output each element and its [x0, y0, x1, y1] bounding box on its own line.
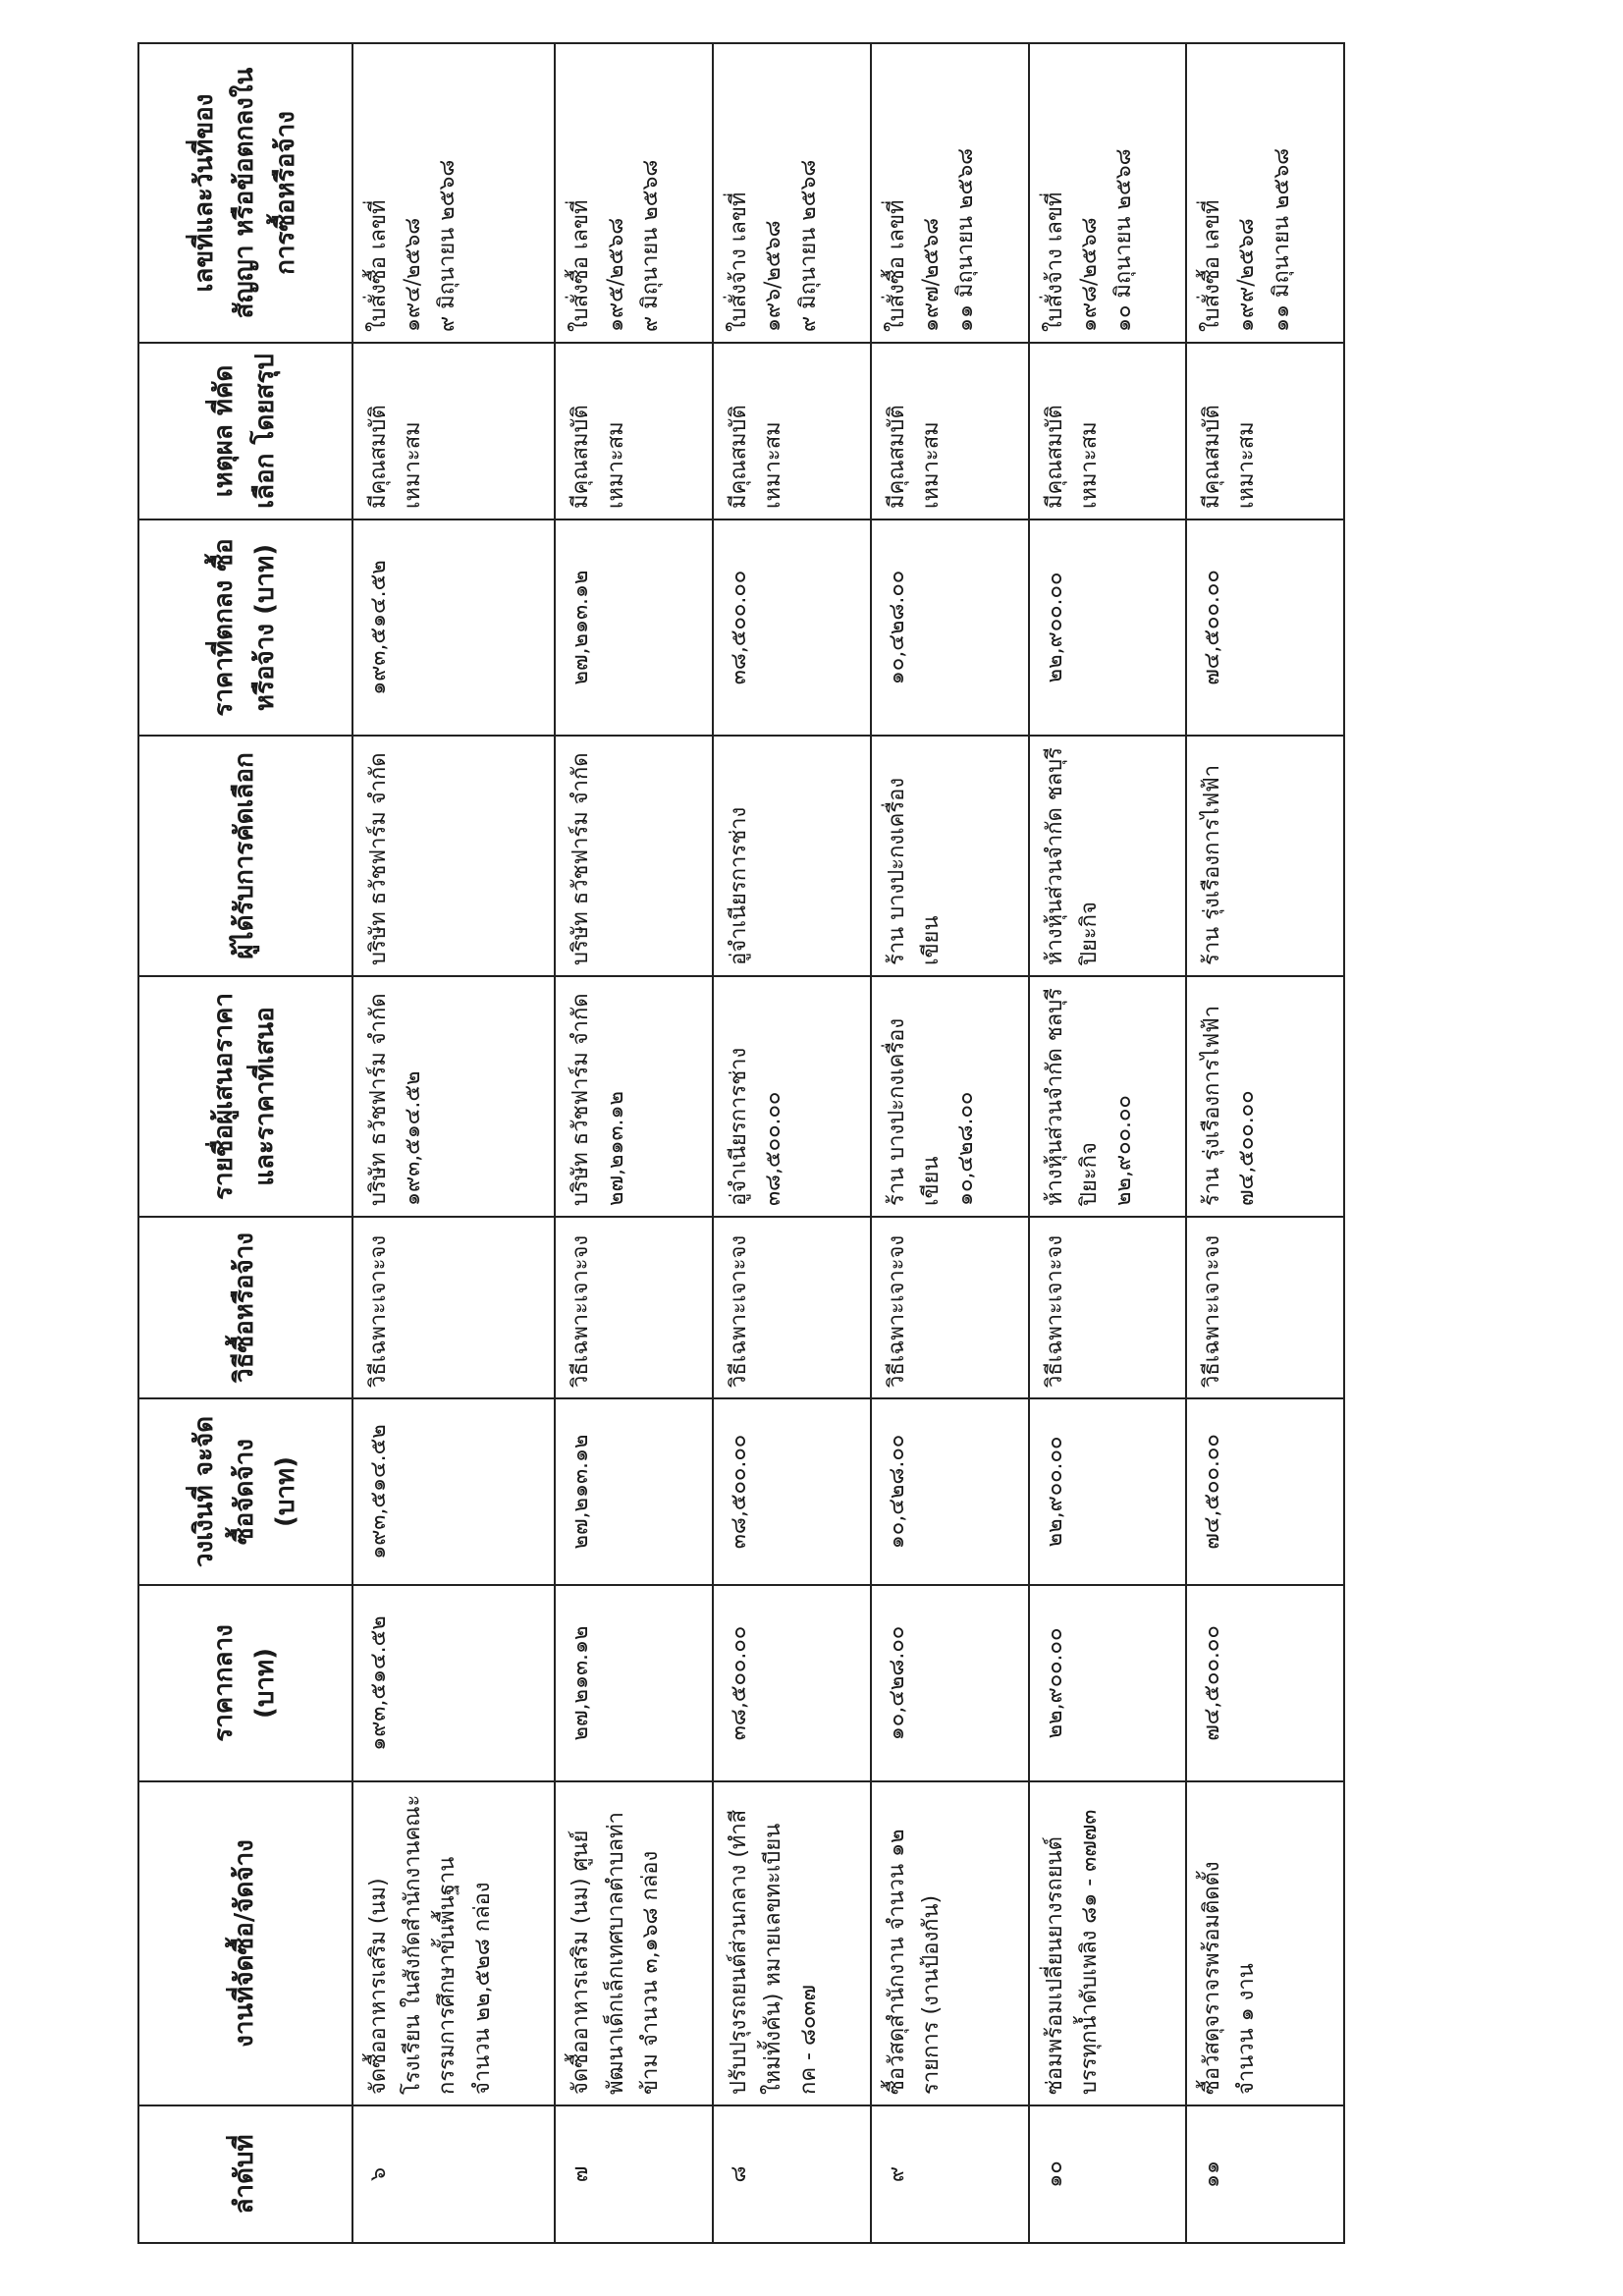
- header-budget: วงเงินที่ จะจัดซื้อจัดจ้าง (บาท): [138, 1398, 352, 1585]
- cell-item: [713, 1781, 871, 2105]
- agreed-price: ๓๘,๕๐๐.๐๐: [727, 570, 752, 685]
- procurement-table: [137, 42, 1345, 2244]
- cell-budget: [713, 1398, 871, 1585]
- item-description: ซื้อวัสดุจราจรพร้อมติดตั้ง จำนวน ๑ งาน: [1200, 1861, 1260, 2095]
- cell-winner: [871, 736, 1029, 976]
- budget-amount: ๑๐,๔๒๘.๐๐: [884, 1434, 909, 1550]
- table-header-row: [138, 43, 352, 2243]
- row-number: ๑๑: [1200, 2160, 1225, 2188]
- contract-date: ๙ มิถุนายน ๒๕๖๘: [637, 159, 663, 332]
- header-winner: ผู้ได้รับการคัดเลือก: [138, 736, 352, 976]
- budget-amount: ๓๘,๕๐๐.๐๐: [727, 1434, 752, 1550]
- contract-number: ๑๙๘/๒๕๖๘: [1076, 217, 1102, 332]
- header-agreed-price: ราคาที่ตกลง ซื้อหรือจ้าง (บาท): [138, 519, 352, 736]
- bidder-name: ห้างหุ้นส่วนจำกัด ชลบุรีปิยะกิจ: [1042, 988, 1102, 1206]
- selection-reason: มีคุณสมบัติเหมาะสม: [727, 405, 786, 509]
- cell-no: [871, 2105, 1029, 2243]
- winner-name: บริษัท ธวัชฟาร์ม จำกัด: [568, 752, 594, 965]
- contract-title: ใบสั่งจ้าง เลขที่: [727, 191, 752, 332]
- cell-bidders: [555, 976, 713, 1217]
- selection-reason: มีคุณสมบัติเหมาะสม: [884, 405, 945, 509]
- procurement-method: วิธีเฉพาะเจาะจง: [366, 1234, 391, 1388]
- cell-no: [1186, 2105, 1344, 2243]
- header-contract: เลขที่และวันที่ของ สัญญา หรือข้อตกลงใน การซื้อหรือจ้าง: [138, 43, 352, 343]
- bidder-price: ๗๔,๕๐๐.๐๐: [1234, 1090, 1260, 1206]
- selection-reason: มีคุณสมบัติเหมาะสม: [1200, 405, 1260, 509]
- table-row: [352, 43, 555, 2243]
- cell-winner: [352, 736, 555, 976]
- procurement-method: วิธีเฉพาะเจาะจง: [1042, 1234, 1067, 1388]
- cell-reason: [1029, 343, 1187, 519]
- cell-agreed: [871, 519, 1029, 736]
- median-price: ๑๙๓,๕๑๔.๕๒: [366, 1615, 391, 1751]
- item-description: ปรับปรุงรถยนต์ส่วนกลาง (ทำสีใหม่ทั้งคัน) หมายเลขทะเบียน กค - ๘๐๓๗: [727, 1809, 821, 2095]
- item-description: จัดซื้ออาหารเสริม (นม) โรงเรียน ในสังกัดสำนักงานคณะกรรมการศึกษาขั้นพื้นฐาน จำนวน ๒๒,๕๒๘ กล่อง: [366, 1794, 495, 2095]
- agreed-price: ๗๔,๕๐๐.๐๐: [1200, 570, 1225, 685]
- bidder-price: ๑๙๓,๕๑๔.๕๒: [401, 1070, 426, 1206]
- agreed-price: ๑๐,๔๒๘.๐๐: [884, 570, 909, 685]
- contract-number: ๑๙๔/๒๕๖๘: [401, 217, 426, 332]
- cell-contract: [352, 43, 555, 343]
- cell-bidders: [1186, 976, 1344, 1217]
- median-price: ๒๗,๒๑๓.๑๒: [568, 1625, 594, 1741]
- contract-title: ใบสั่งซื้อ เลขที่: [568, 199, 594, 332]
- contract-title: ใบสั่งซื้อ เลขที่: [884, 199, 909, 332]
- contract-number: ๑๙๙/๒๕๖๘: [1234, 218, 1260, 332]
- cell-contract: [1186, 43, 1344, 343]
- median-price: ๑๐,๔๒๘.๐๐: [884, 1625, 909, 1741]
- selection-reason: มีคุณสมบัติเหมาะสม: [366, 405, 426, 509]
- cell-winner: [713, 736, 871, 976]
- header-no: ลำดับที่: [138, 2105, 352, 2243]
- procurement-method: วิธีเฉพาะเจาะจง: [884, 1234, 909, 1388]
- cell-method: [555, 1217, 713, 1398]
- cell-contract: [555, 43, 713, 343]
- row-number: ๑๐: [1042, 2160, 1067, 2188]
- contract-date: ๑๐ มิถุนายน ๒๕๖๘: [1110, 148, 1136, 332]
- budget-amount: ๑๙๓,๕๑๔.๕๒: [366, 1424, 391, 1559]
- budget-amount: ๒๗,๒๑๓.๑๒: [568, 1434, 594, 1550]
- cell-budget: [555, 1398, 713, 1585]
- contract-date: ๙ มิถุนายน ๒๕๖๘: [795, 159, 821, 332]
- cell-method: [1029, 1217, 1187, 1398]
- cell-median: [555, 1585, 713, 1781]
- contract-date: ๙ มิถุนายน ๒๕๖๘: [435, 159, 460, 332]
- table-row: [1029, 43, 1187, 2243]
- cell-contract: [713, 43, 871, 343]
- contract-title: ใบสั่งซื้อ เลขที่: [1200, 199, 1225, 332]
- cell-agreed: [713, 519, 871, 736]
- cell-contract: [1029, 43, 1187, 343]
- cell-method: [871, 1217, 1029, 1398]
- table-row: [555, 43, 713, 2243]
- median-price: ๗๔,๕๐๐.๐๐: [1200, 1625, 1225, 1741]
- cell-winner: [1186, 736, 1344, 976]
- bidder-name: บริษัท ธวัชฟาร์ม จำกัด: [366, 993, 391, 1206]
- bidder-price: ๒๒,๙๐๐.๐๐: [1110, 1095, 1136, 1206]
- cell-no: [555, 2105, 713, 2243]
- contract-number: ๑๙๗/๒๕๖๘: [919, 217, 945, 332]
- contract-title: ใบสั่งซื้อ เลขที่: [366, 199, 391, 332]
- agreed-price: ๒๗,๒๑๓.๑๒: [568, 570, 594, 685]
- winner-name: ห้างหุ้นส่วนจำกัด ชลบุรีปิยะกิจ: [1042, 747, 1102, 965]
- header-median: ราคากลาง (บาท): [138, 1585, 352, 1781]
- item-description: ซื้อวัสดุสำนักงาน จำนวน ๑๒ รายการ (งานป้องกัน): [884, 1829, 945, 2095]
- bidder-price: ๒๗,๒๑๓.๑๒: [603, 1090, 628, 1206]
- cell-agreed: [1029, 519, 1187, 736]
- contract-number: ๑๙๕/๒๕๖๘: [603, 217, 628, 332]
- cell-no: [1029, 2105, 1187, 2243]
- table-row: [871, 43, 1029, 2243]
- bidder-name: ร้าน รุ่งเรืองการไฟฟ้า: [1200, 1005, 1225, 1206]
- selection-reason: มีคุณสมบัติเหมาะสม: [1042, 405, 1102, 509]
- cell-no: [352, 2105, 555, 2243]
- cell-bidders: [713, 976, 871, 1217]
- cell-budget: [1186, 1398, 1344, 1585]
- row-number: ๙: [884, 2165, 909, 2183]
- winner-name: ร้าน บางปะกงเครื่องเขียน: [884, 777, 945, 965]
- cell-agreed: [555, 519, 713, 736]
- cell-bidders: [1029, 976, 1187, 1217]
- procurement-method: วิธีเฉพาะเจาะจง: [1200, 1234, 1225, 1388]
- selection-reason: มีคุณสมบัติเหมาะสม: [568, 405, 628, 509]
- cell-reason: [871, 343, 1029, 519]
- cell-contract: [871, 43, 1029, 343]
- bidder-name: บริษัท ธวัชฟาร์ม จำกัด: [568, 993, 594, 1206]
- budget-amount: ๒๒,๙๐๐.๐๐: [1042, 1436, 1067, 1548]
- cell-reason: [555, 343, 713, 519]
- agreed-price: ๑๙๓,๕๑๔.๕๒: [366, 560, 391, 695]
- row-number: ๘: [727, 2165, 752, 2183]
- cell-item: [1186, 1781, 1344, 2105]
- cell-item: [1029, 1781, 1187, 2105]
- cell-item: [352, 1781, 555, 2105]
- cell-no: [713, 2105, 871, 2243]
- contract-date: ๑๑ มิถุนายน ๒๕๖๘: [1269, 147, 1294, 332]
- bidder-name: อู่จำเนียรการช่าง: [727, 1047, 752, 1206]
- header-bidders: รายชื่อผู้เสนอราคา และราคาที่เสนอ: [138, 976, 352, 1217]
- cell-reason: [1186, 343, 1344, 519]
- cell-budget: [352, 1398, 555, 1585]
- cell-bidders: [352, 976, 555, 1217]
- item-description: ซ่อมพร้อมเปลี่ยนยางรถยนต์บรรทุกน้ำดับเพลิง ๘๑ - ๓๗๗๓: [1042, 1809, 1102, 2095]
- cell-agreed: [1186, 519, 1344, 736]
- header-item: งานที่จัดซื้อ/จัดจ้าง: [138, 1781, 352, 2105]
- budget-amount: ๗๔,๕๐๐.๐๐: [1200, 1434, 1225, 1550]
- winner-name: ร้าน รุ่งเรืองการไฟฟ้า: [1200, 764, 1225, 965]
- contract-number: ๑๙๖/๒๕๖๘: [761, 220, 786, 332]
- cell-median: [713, 1585, 871, 1781]
- cell-median: [1186, 1585, 1344, 1781]
- procurement-method: วิธีเฉพาะเจาะจง: [568, 1234, 594, 1388]
- table-row: [713, 43, 871, 2243]
- header-reason: เหตุผล ที่คัดเลือก โดยสรุป: [138, 343, 352, 519]
- cell-reason: [713, 343, 871, 519]
- cell-method: [713, 1217, 871, 1398]
- cell-winner: [1029, 736, 1187, 976]
- agreed-price: ๒๒,๙๐๐.๐๐: [1042, 572, 1067, 683]
- cell-method: [352, 1217, 555, 1398]
- procurement-method: วิธีเฉพาะเจาะจง: [727, 1234, 752, 1388]
- cell-median: [1029, 1585, 1187, 1781]
- item-description: จัดซื้ออาหารเสริม (นม) ศูนย์พัฒนาเด็กเล็กเทศบาลตำบลท่าข้าม จำนวน ๓,๑๖๘ กล่อง: [568, 1812, 663, 2095]
- table-row: [1186, 43, 1344, 2243]
- median-price: ๓๘,๕๐๐.๐๐: [727, 1625, 752, 1741]
- cell-reason: [352, 343, 555, 519]
- cell-bidders: [871, 976, 1029, 1217]
- cell-budget: [1029, 1398, 1187, 1585]
- cell-winner: [555, 736, 713, 976]
- winner-name: บริษัท ธวัชฟาร์ม จำกัด: [366, 752, 391, 965]
- row-number: ๖: [366, 2167, 391, 2181]
- cell-item: [555, 1781, 713, 2105]
- cell-agreed: [352, 519, 555, 736]
- table-body: [352, 43, 1344, 2243]
- cell-item: [871, 1781, 1029, 2105]
- cell-budget: [871, 1398, 1029, 1585]
- header-method: วิธีซื้อหรือจ้าง: [138, 1217, 352, 1398]
- contract-title: ใบสั่งจ้าง เลขที่: [1042, 191, 1067, 332]
- row-number: ๗: [568, 2165, 594, 2183]
- rotated-table-container: [137, 44, 1345, 2244]
- winner-name: อู่จำเนียรการช่าง: [727, 806, 752, 965]
- cell-median: [871, 1585, 1029, 1781]
- contract-date: ๑๑ มิถุนายน ๒๕๖๘: [953, 147, 979, 332]
- bidder-price: ๑๐,๔๒๘.๐๐: [953, 1091, 979, 1206]
- bidder-name: ร้าน บางปะกงเครื่องเขียน: [884, 1017, 945, 1206]
- cell-median: [352, 1585, 555, 1781]
- cell-method: [1186, 1217, 1344, 1398]
- bidder-price: ๓๘,๕๐๐.๐๐: [761, 1091, 786, 1206]
- median-price: ๒๒,๙๐๐.๐๐: [1042, 1627, 1067, 1739]
